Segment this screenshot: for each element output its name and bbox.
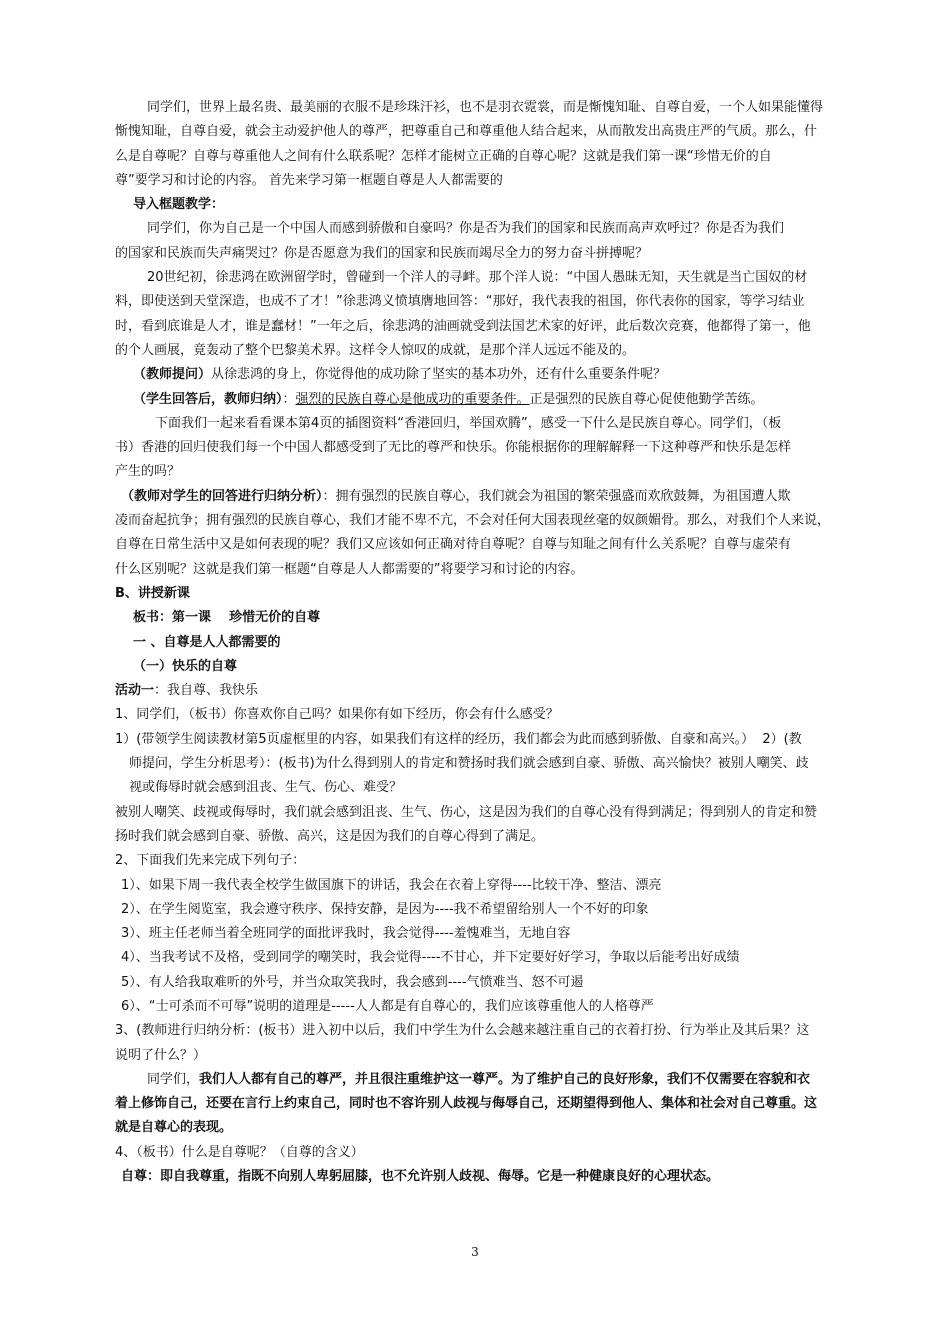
subsection-heading: 一 、自尊是人人都需要的 [133, 634, 281, 650]
teacher-question-label: （教师提问） [133, 367, 212, 383]
hongkong-paragraph [115, 412, 867, 485]
list-item: 5）、有人给我取难听的外号，并当众取笑我时，我会感到----气愤难当、怒不可遏 [121, 974, 584, 990]
sentence-list [115, 874, 867, 1020]
text-line: 着上修饰自己，还要在言行上约束自己，同时也不容许别人歧视与侮辱自己，还期望得到他人、集体和社会对自己尊重。这 [115, 1096, 818, 1112]
section-heading-b: B、讲授新课 [115, 585, 190, 601]
subsection-heading-happy: （一）快乐的自尊 [133, 658, 238, 674]
text-line: 书）香港的回归使我们每一个中国人都感受到了无比的尊严和快乐。你能根据你的理解解释一下这种尊严和快乐是怎样 [115, 440, 792, 456]
analysis-first: ：拥有强烈的民族自尊心，我们就会为祖国的繁荣强盛而欢欣鼓舞，为祖国遭人欺 [322, 488, 791, 504]
discussion-paragraph [115, 728, 867, 801]
activity-text: ：我自尊、我快乐 [154, 683, 259, 699]
question-1: 1、同学们，（板书）你喜欢你自己吗？如果你有如下经历，你会有什么感受？ [115, 707, 559, 723]
list-item: 3）、班主任老师当着全班同学的面批评我时，我会觉得----羞愧难当，无地自容 [121, 926, 571, 942]
page-number: 3 [471, 1245, 479, 1259]
teacher-question [115, 363, 867, 387]
summary-label: （学生回答后，教师归纳） [133, 391, 283, 407]
text-line: 被别人嘲笑、歧视或侮辱时，我们就会感到沮丧、生气、伤心，这是因为我们的自尊心没有得到满足；得到别人的肯定和赞 [115, 804, 818, 820]
analysis-label: （教师对学生的回答进行归纳分析） [121, 488, 323, 504]
text-line: 凌而奋起抗争；拥有强烈的民族自尊心，我们才能不卑不亢，不会对任何大国表现丝毫的奴颜媚骨。那么，对我们个人来说， [115, 513, 831, 529]
text-line: 惭愧知耻，自尊自爱，就会主动爱护他人的尊严，把尊重自己和尊重他人结合起来，从而散发出高贵庄严的气质。那么，什 [115, 124, 818, 140]
text-line: 师提问，学生分析思考）：(板书)为什么得到别人的肯定和赞扬时我们就会感到自豪、骄傲、高兴愉快？被别人嘲笑、歧 [129, 756, 809, 772]
text-line: 下面我们一起来看看课本第4页的插图资料“香港回归，举国欢腾”，感受一下什么是民族自尊心。同学们，（板 [155, 415, 782, 431]
text-line: 扬时我们就会感到自豪、骄傲、高兴，这是因为我们的自尊心得到了满足。 [115, 828, 545, 844]
text-line: 么是自尊呢？自尊与尊重他人之间有什么联系呢？怎样才能树立正确的自尊心呢？这就是我们第一课“珍惜无价的自 [115, 148, 772, 164]
conclusion-bold: 我们人人都有自己的尊严，并且很注重维护这一尊严。为了维护自己的良好形象，我们不仅需要在容貌和衣 [199, 1071, 811, 1087]
list-item: 1）、如果下周一我代表全校学生做国旗下的讲话，我会在衣着上穿得----比较干净、整洁、漂亮 [121, 877, 662, 893]
teacher-question-text: 从徐悲鸿的身上，你觉得他的成功除了坚实的基本功外，还有什么重要条件呢？ [211, 367, 667, 383]
text-line: 产生的吗？ [115, 464, 181, 480]
intro-paragraph [115, 96, 867, 193]
definition-line: 自尊：即自我尊重，指既不向别人卑躬屈膝，也不允许别人歧视、侮辱。它是一种健康良好的心理状态。 [121, 1169, 720, 1185]
text-line: 自尊在日常生活中又是如何表现的呢？我们又应该如何正确对待自尊呢？自尊与知耻之间有什么关系呢？自尊与虚荣有 [115, 537, 792, 553]
text-line: 时，看到底谁是人才，谁是蠢材！”一年之后，徐悲鸿的油画就受到法国艺术家的好评，此后数次竞赛，他都得了第一，他 [115, 318, 811, 334]
text-line: 的个人画展，竟轰动了整个巴黎美术界。这样令人惊叹的成就，是那个洋人远远不能及的。 [115, 342, 636, 358]
text-line: 20世纪初，徐悲鸿在欧洲留学时，曾碰到一个洋人的寻衅。那个洋人说：“中国人愚昧无知，天生就是当亡国奴的材 [147, 270, 808, 286]
text-line: 尊”要学习和讨论的内容。 首先来学习第一框题自尊是人人都需要的 [115, 172, 503, 188]
list-item: 2）、在学生阅览室，我会遵守秩序、保持安静，是因为----我不希望留给别人一个不好的印象 [121, 901, 649, 917]
question-3 [115, 1019, 867, 1068]
teacher-summary [115, 388, 867, 412]
question-2: 2、下面我们先来完成下列句子： [115, 853, 306, 869]
text-line: 什么区别呢？这就是我们第一框题“自尊是人人都需要的”将要学习和讨论的内容。 [115, 561, 584, 577]
text-line: 3、(教师进行归纳分析：(板书）进入初中以后，我们中学生为什么会越来越注重自己的衣着打扮、行为举止及其后果？这 [115, 1023, 810, 1039]
text-line: 的国家和民族而失声痛哭过？你是否愿意为我们的国家和民族而竭尽全力的努力奋斗拼搏呢？ [115, 245, 649, 261]
text-line: 视或侮辱时就会感到沮丧、生气、伤心、难受？ [129, 780, 403, 796]
document-body [115, 96, 867, 1189]
activity-line [115, 679, 867, 703]
summary-colon: ： [282, 391, 296, 407]
text-line: 说明了什么？） [115, 1047, 207, 1063]
text-line: 同学们，世界上最名贵、最美丽的衣服不是珍珠汗衫，也不是羽衣霓裳，而是惭愧知耻、自尊自爱，一个人如果能懂得 [147, 100, 824, 115]
question-4: 4、（板书）什么是自尊呢？（自尊的含义） [115, 1144, 364, 1160]
story-paragraph [115, 266, 867, 363]
text-line: 1）(带领学生阅读教材第5页虚框里的内容，如果我们有这样的经历，我们都会为此而感到骄傲、自豪和高兴。） 2）(教 [115, 731, 802, 747]
list-item: 6）、“士可杀而不可辱”说明的道理是-----人人都是有自尊心的，我们应该尊重他人的人格尊严 [121, 998, 654, 1014]
explanation-paragraph [115, 801, 867, 850]
question-paragraph [115, 217, 867, 266]
list-item: 4）、当我考试不及格，受到同学的嘲笑时，我会觉得----不甘心，并下定要好好学习，争取以后能考出好成绩 [121, 950, 740, 966]
section-heading-intro: 导入框题教学： [133, 197, 225, 213]
summary-underlined: 强烈的民族自尊心是他成功的重要条件。 [295, 391, 530, 407]
board-heading: 板书：第一课 珍惜无价的自尊 [133, 610, 321, 626]
text-line [115, 485, 867, 509]
analysis-paragraph [115, 485, 867, 582]
text-line: 同学们，你为自己是一个中国人而感到骄傲和自豪吗？你是否为我们的国家和民族而高声欢呼过？你是否为我们 [147, 221, 785, 237]
text-line [115, 1068, 867, 1092]
text-line: 料，即使送到天堂深造，也成不了才！”徐悲鸿义愤填膺地回答：“那好，我代表我的祖国，你代表你的国家，等学习结业 [115, 294, 805, 310]
activity-label: 活动一 [115, 683, 155, 699]
conclusion-lead: 同学们， [147, 1071, 200, 1087]
text-line: 就是自尊心的表现。 [115, 1120, 233, 1136]
conclusion-paragraph [115, 1068, 867, 1141]
summary-text: 正是强烈的民族自尊心促使他勤学苦练。 [529, 391, 764, 407]
